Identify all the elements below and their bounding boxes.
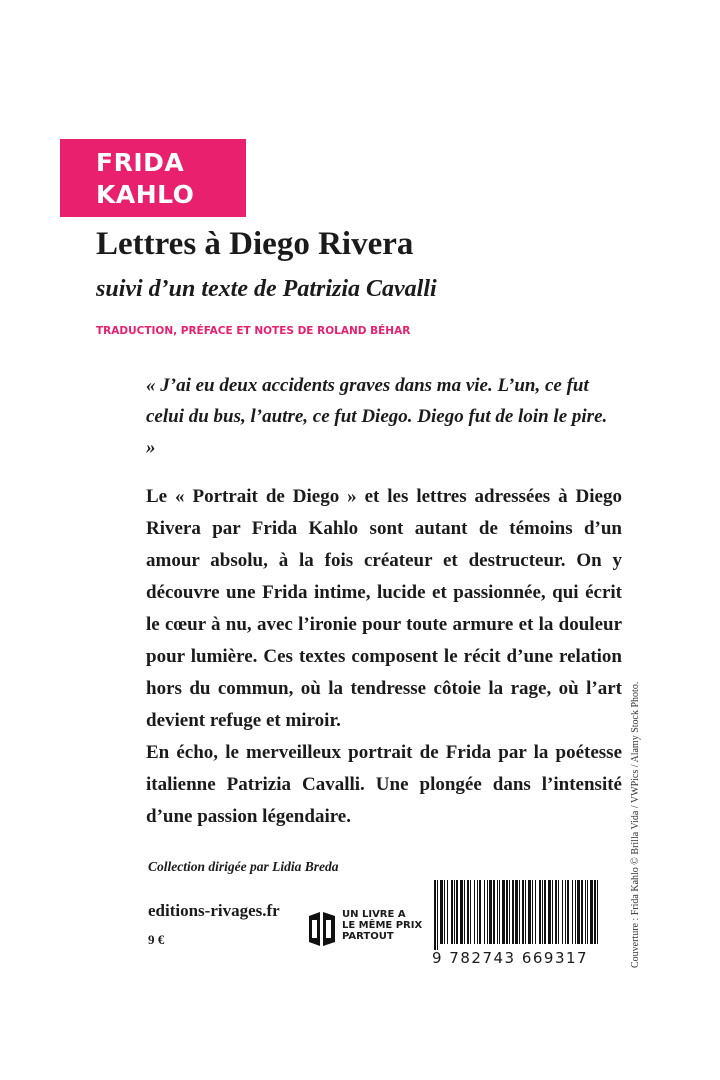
translation-credits: TRADUCTION, PRÉFACE ET NOTES DE ROLAND BÉHAR xyxy=(96,325,411,337)
barcode-bar xyxy=(565,880,566,944)
price: 9 € xyxy=(148,932,165,947)
barcode-bar xyxy=(532,880,533,944)
barcode-bar xyxy=(487,880,488,944)
barcode-bar xyxy=(515,880,518,944)
barcode-bar xyxy=(575,880,576,944)
barcode-bar xyxy=(558,880,559,944)
barcode-bar xyxy=(477,880,478,944)
barcode-bar xyxy=(555,880,557,944)
barcode-bar xyxy=(434,880,436,950)
barcode-bar xyxy=(577,880,580,944)
barcode-bar xyxy=(467,880,469,944)
barcode-bar xyxy=(464,880,465,944)
barcode-bar xyxy=(456,880,458,944)
barcode-bar xyxy=(581,880,583,944)
barcode-bar xyxy=(535,880,536,944)
barcode-bar xyxy=(544,880,546,944)
barcode xyxy=(432,880,604,950)
publisher-website[interactable]: editions-rivages.fr xyxy=(148,901,280,920)
barcode-bar xyxy=(528,880,531,944)
barcode-bar xyxy=(519,880,520,944)
blurb-paragraph: En écho, le merveilleux portrait de Frida par la poétesse italienne Patrizia Cavalli. Une plongée dans l’intensité d’une passion légendaire. xyxy=(146,742,622,827)
barcode-bar xyxy=(585,880,586,944)
pull-quote: « J’ai eu deux accidents graves dans ma vie. L’un, ce fut celui du bus, l’autre, ce fut Diego. Diego fut de loin le pire. » xyxy=(146,375,608,458)
barcode-bar xyxy=(572,880,573,944)
isbn-digits: 9 782743 669317 xyxy=(432,949,589,967)
barcode-bar xyxy=(493,880,495,944)
barcode-bar xyxy=(502,880,505,944)
barcode-bar xyxy=(444,880,445,944)
author-last-name: KAHLO xyxy=(96,180,195,209)
barcode-bar xyxy=(437,880,438,950)
barcode-bar xyxy=(525,880,526,944)
barcode-bar xyxy=(454,880,455,944)
book-price-law-label: UN LIVRE A LE MÊME PRIX PARTOUT xyxy=(342,909,423,942)
barcode-bar xyxy=(440,880,443,944)
author-block xyxy=(60,139,246,217)
barcode-bar xyxy=(552,880,553,944)
cover-photo-credit: Couverture : Frida Kahlo © Brilla Vida / VWPics / Alamy Stock Photo. xyxy=(630,681,641,968)
barcode-bar xyxy=(470,880,471,944)
author-first-name: FRIDA xyxy=(96,148,185,177)
barcode-bar xyxy=(548,880,551,944)
barcode-bar xyxy=(587,880,588,944)
barcode-bar xyxy=(509,880,510,944)
barcode-bar xyxy=(522,880,524,944)
barcode-bar xyxy=(506,880,508,944)
barcode-bar xyxy=(451,880,453,944)
book-price-law-logo-icon xyxy=(307,910,337,948)
barcode-bar xyxy=(597,880,598,944)
barcode-bar xyxy=(497,880,498,944)
barcode-bar xyxy=(539,880,541,944)
blurb-paragraph: Le « Portrait de Diego » et les lettres adressées à Diego Rivera par Frida Kahlo sont autant de témoins d’un amour absolu, à la fois créateur et destructeur. On y découvre une Frida intime, lucide et passionnée, qui écrit le cœur à nu, avec l’ironie pour toute armure et la douleur pour lumière. Ces textes composent le récit d’une relation hors du commun, où la tendresse côtoie la rage, où l’art devient refuge et miroir. xyxy=(146,486,622,731)
barcode-bar xyxy=(562,880,563,944)
barcode-bar xyxy=(479,880,481,944)
barcode-bar xyxy=(460,880,463,944)
barcode-bar xyxy=(499,880,500,944)
book-subtitle: suivi d’un texte de Patrizia Cavalli xyxy=(96,276,437,302)
barcode-bar xyxy=(474,880,475,944)
collection-editor: Collection dirigée par Lidia Breda xyxy=(148,859,339,874)
barcode-bar xyxy=(590,880,593,944)
blurb xyxy=(146,481,622,833)
barcode-bar xyxy=(484,880,485,944)
book-title: Lettres à Diego Rivera xyxy=(96,226,414,262)
barcode-bar xyxy=(489,880,492,944)
barcode-bar xyxy=(512,880,514,944)
barcode-bar xyxy=(567,880,569,944)
barcode-bar xyxy=(594,880,596,944)
barcode-bar xyxy=(542,880,543,944)
barcode-bar xyxy=(447,880,448,944)
